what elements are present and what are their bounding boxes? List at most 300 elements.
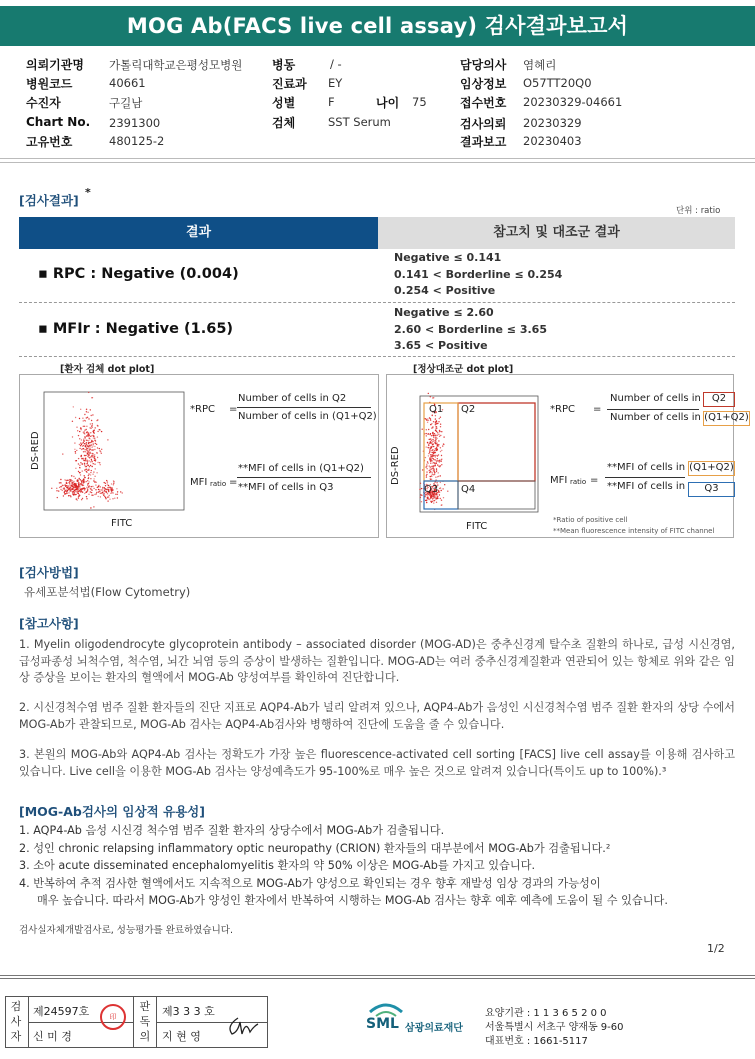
- scatter-dot: [88, 447, 89, 448]
- scatter-dot: [72, 436, 73, 437]
- scatter-dot: [90, 474, 91, 475]
- scatter-dot: [83, 433, 84, 434]
- scatter-dot: [113, 483, 114, 484]
- ref-line: Negative ≤ 0.141: [394, 251, 502, 264]
- confirm-label: 판독의: [139, 1000, 151, 1043]
- scatter-dot: [84, 426, 85, 427]
- scatter-dot: [93, 488, 94, 489]
- scatter-dot: [78, 497, 79, 498]
- scatter-dot: [422, 469, 423, 470]
- scatter-dot: [67, 485, 68, 486]
- scatter-dot: [436, 447, 437, 448]
- scatter-dot: [426, 475, 427, 476]
- scatter-dot: [93, 480, 94, 481]
- scatter-dot: [80, 484, 81, 485]
- mfir-result: ▪ MFIr : Negative (1.65): [38, 321, 234, 337]
- info-label: 병원코드: [26, 77, 73, 91]
- scatter-dot: [112, 490, 113, 491]
- scatter-dot: [70, 481, 71, 482]
- rpc-label: *RPC: [550, 404, 575, 415]
- ref-line: 0.254 < Positive: [394, 284, 496, 297]
- scatter-dot: [67, 490, 68, 491]
- scatter-dot: [86, 426, 87, 427]
- scatter-dot: [107, 487, 108, 488]
- scatter-dot: [427, 434, 428, 435]
- scatter-dot: [74, 483, 75, 484]
- scatter-dot: [440, 498, 441, 499]
- scatter-dot: [425, 418, 426, 419]
- scatter-dot: [70, 479, 71, 480]
- scatter-dot: [87, 412, 88, 413]
- scatter-dot: [97, 436, 98, 437]
- scatter-dot: [88, 473, 89, 474]
- scatter-dot: [441, 450, 442, 451]
- mfi-label: MFI: [190, 477, 208, 488]
- scatter-dot: [93, 463, 94, 464]
- scatter-dot: [74, 442, 75, 443]
- result-section-title: [검사결과]: [19, 193, 79, 208]
- scatter-dot: [431, 440, 432, 441]
- scatter-dot: [107, 493, 108, 494]
- scatter-dot: [94, 449, 95, 450]
- mfi-subscript: ratio: [570, 478, 587, 486]
- scatter-dot: [431, 454, 432, 455]
- scatter-dot: [429, 459, 430, 460]
- q2-box: Q2: [703, 392, 735, 407]
- divider: [0, 162, 755, 163]
- scatter-dot: [95, 484, 96, 485]
- scatter-dot: [96, 420, 97, 421]
- scatter-dot: [436, 460, 437, 461]
- scatter-dot: [70, 486, 71, 487]
- scatter-dot: [92, 466, 93, 467]
- scatter-dot: [435, 442, 436, 443]
- info-label: 검사의뢰: [460, 117, 507, 131]
- scatter-dot: [78, 463, 79, 464]
- scatter-dot: [79, 431, 80, 432]
- scatter-dot: [426, 502, 427, 503]
- logo-text: SML: [366, 1016, 399, 1032]
- method-title: [검사방법]: [19, 565, 79, 580]
- scatter-dot: [426, 433, 427, 434]
- scatter-dot: [427, 418, 428, 419]
- control-plot-title: [정상대조군 dot plot]: [413, 364, 514, 375]
- scatter-dot: [96, 444, 97, 445]
- scatter-dot: [111, 483, 112, 484]
- scatter-dot: [94, 438, 95, 439]
- rpc-denominator: Number of cells in (Q1+Q2): [238, 411, 377, 422]
- scatter-dot: [433, 397, 434, 398]
- scatter-dot: [439, 436, 440, 437]
- info-value: 20230403: [523, 134, 582, 148]
- scatter-dot: [430, 454, 431, 455]
- scatter-dot: [122, 492, 123, 493]
- scatter-dot: [102, 487, 103, 488]
- scatter-dot: [84, 475, 85, 476]
- scatter-dot: [432, 427, 433, 428]
- scatter-dot: [85, 458, 86, 459]
- scatter-dot: [111, 487, 112, 488]
- scatter-dot: [431, 452, 432, 453]
- info-value: 염혜리: [523, 58, 557, 72]
- scatter-dot: [80, 445, 81, 446]
- scatter-dot: [432, 441, 433, 442]
- scatter-dot: [429, 465, 430, 466]
- scatter-dot: [100, 496, 101, 497]
- scatter-dot: [440, 461, 441, 462]
- company-name: 삼광의료재단: [405, 1023, 463, 1034]
- row-divider: [19, 302, 735, 303]
- note-paragraph: 3. 본원의 MOG-Ab와 AQP4-Ab 검사는 정확도가 가장 높은 fluorescence-activated cell sorting [FACS] live cell assay를 이용해 검사하고 있습니다. Live cell을 이용한 MOG-Ab 검사는 양성예측도가 95-100%로 매우 높은 것으로 알려져 있습니다(특이도 up to 100%).³: [19, 748, 735, 778]
- scatter-dot: [434, 496, 435, 497]
- scatter-dot: [92, 423, 93, 424]
- scatter-dot: [433, 469, 434, 470]
- scatter-dot: [75, 417, 76, 418]
- scatter-dot: [441, 464, 442, 465]
- scatter-dot: [438, 472, 439, 473]
- scatter-dot: [109, 499, 110, 500]
- scatter-dot: [96, 482, 97, 483]
- scatter-dot: [104, 496, 105, 497]
- scatter-dot: [75, 453, 76, 454]
- scatter-dot: [428, 420, 429, 421]
- scatter-dot: [429, 434, 430, 435]
- scatter-dot: [83, 426, 84, 427]
- scatter-dot: [62, 490, 63, 491]
- scatter-dot: [433, 446, 434, 447]
- scatter-dot: [77, 486, 78, 487]
- scatter-dot: [421, 495, 422, 496]
- age-value: 75: [412, 95, 427, 109]
- scatter-dot: [87, 431, 88, 432]
- scatter-dot: [438, 440, 439, 441]
- scatter-dot: [87, 483, 88, 484]
- scatter-dot: [73, 476, 74, 477]
- quadrant-q4: Q4: [461, 484, 476, 495]
- scatter-dot: [435, 422, 436, 423]
- scatter-dot: [98, 486, 99, 487]
- scatter-dot: [443, 436, 444, 437]
- scatter-dot: [86, 417, 87, 418]
- scatter-dot: [88, 446, 89, 447]
- scatter-dot: [97, 462, 98, 463]
- scatter-dot: [71, 475, 72, 476]
- scatter-dot: [51, 488, 52, 489]
- scatter-dot: [75, 451, 76, 452]
- scatter-dot: [88, 435, 89, 436]
- scatter-dot: [433, 452, 434, 453]
- scatter-dot: [105, 483, 106, 484]
- scatter-dot: [80, 491, 81, 492]
- scatter-dot: [433, 459, 434, 460]
- scatter-dot: [83, 442, 84, 443]
- scatter-dot: [426, 474, 427, 475]
- scatter-dot: [108, 485, 109, 486]
- scatter-dot: [106, 480, 107, 481]
- scatter-dot: [84, 487, 85, 488]
- scatter-dot: [91, 425, 92, 426]
- scatter-dot: [96, 452, 97, 453]
- scatter-dot: [64, 479, 65, 480]
- scatter-dot: [92, 455, 93, 456]
- clinical-item: 2. 성인 chronic relapsing inflammatory optic neuropathy (CRION) 환자들의 대부분에서 MOG-Ab가 검출됩니다.²: [19, 842, 611, 855]
- scatter-dot: [89, 485, 90, 486]
- scatter-dot: [67, 480, 68, 481]
- scatter-dot: [440, 465, 441, 466]
- scatter-dot: [103, 494, 104, 495]
- scatter-dot: [70, 489, 71, 490]
- scatter-dot: [88, 470, 89, 471]
- scatter-dot: [433, 421, 434, 422]
- scatter-dot: [107, 481, 108, 482]
- scatter-dot: [426, 468, 427, 469]
- scatter-dot: [66, 482, 67, 483]
- scatter-dot: [107, 497, 108, 498]
- scatter-dot: [82, 470, 83, 471]
- scatter-dot: [81, 482, 82, 483]
- scatter-dot: [419, 489, 420, 490]
- scatter-dot: [85, 451, 86, 452]
- scatter-dot: [428, 498, 429, 499]
- scatter-dot: [73, 491, 74, 492]
- scatter-dot: [92, 456, 93, 457]
- scatter-dot: [438, 491, 439, 492]
- scatter-dot: [73, 481, 74, 482]
- scatter-dot: [91, 486, 92, 487]
- scatter-dot: [68, 495, 69, 496]
- scatter-dot: [91, 449, 92, 450]
- scatter-dot: [93, 506, 94, 507]
- info-value: 2391300: [109, 116, 161, 130]
- scatter-dot: [79, 444, 80, 445]
- scatter-dot: [83, 451, 84, 452]
- scatter-dot: [95, 443, 96, 444]
- unit-label: 단위 : ratio: [676, 206, 721, 216]
- scatter-dot: [72, 488, 73, 489]
- scatter-dot: [92, 445, 93, 446]
- scatter-dot: [93, 431, 94, 432]
- scatter-dot: [430, 419, 431, 420]
- scatter-dot: [105, 488, 106, 489]
- scatter-dot: [64, 488, 65, 489]
- scatter-dot: [101, 489, 102, 490]
- scatter-dot: [425, 457, 426, 458]
- scatter-dot: [428, 455, 429, 456]
- info-value: 40661: [109, 76, 146, 90]
- scatter-dot: [437, 449, 438, 450]
- scatter-dot: [82, 492, 83, 493]
- scatter-dot: [91, 420, 92, 421]
- scatter-dot: [99, 448, 100, 449]
- scatter-dot: [440, 435, 441, 436]
- scatter-dot: [95, 460, 96, 461]
- scatter-dot: [91, 455, 92, 456]
- scatter-dot: [86, 409, 87, 410]
- mfi-subscript: ratio: [210, 480, 227, 488]
- scatter-dot: [90, 432, 91, 433]
- scatter-dot: [87, 484, 88, 485]
- scatter-dot: [426, 435, 427, 436]
- scatter-dot: [437, 455, 438, 456]
- scatter-dot: [77, 480, 78, 481]
- info-value: 20230329: [523, 116, 582, 130]
- scatter-dot: [432, 415, 433, 416]
- result-column-header: 결과: [19, 217, 378, 249]
- confirm-name: 지 현 영: [162, 1030, 201, 1043]
- scatter-dot: [89, 466, 90, 467]
- scatter-dot: [87, 460, 88, 461]
- mfi-numerator: **MFI of cells in: [607, 462, 686, 473]
- scatter-dot: [110, 493, 111, 494]
- mfi-numerator: **MFI of cells in (Q1+Q2): [238, 463, 364, 474]
- scatter-dot: [62, 453, 63, 454]
- scatter-dot: [86, 498, 87, 499]
- scatter-dot: [97, 457, 98, 458]
- scatter-dot: [76, 450, 77, 451]
- clinical-item: 1. AQP4-Ab 음성 시신경 척수염 범주 질환 환자의 상당수에서 MOG-Ab가 검출됩니다.: [19, 824, 445, 837]
- scatter-dot: [87, 450, 88, 451]
- scatter-dot: [436, 437, 437, 438]
- scatter-dot: [83, 479, 84, 480]
- scatter-dot: [83, 481, 84, 482]
- scatter-dot: [94, 464, 95, 465]
- scatter-dot: [436, 426, 437, 427]
- scatter-dot: [432, 446, 433, 447]
- scatter-dot: [430, 448, 431, 449]
- scatter-dot: [72, 492, 73, 493]
- info-value: 구길남: [109, 96, 143, 110]
- scatter-dot: [99, 462, 100, 463]
- scatter-dot: [59, 487, 60, 488]
- equals-sign: =: [590, 475, 599, 486]
- fraction-line: [237, 407, 371, 408]
- scatter-dot: [89, 445, 90, 446]
- scatter-dot: [84, 463, 85, 464]
- seal-stamp: 印: [100, 1004, 126, 1030]
- scatter-dot: [63, 495, 64, 496]
- equals-sign: =: [229, 477, 238, 488]
- scatter-dot: [94, 433, 95, 434]
- scatter-dot: [60, 479, 61, 480]
- scatter-dot: [84, 465, 85, 466]
- scatter-dot: [95, 427, 96, 428]
- scatter-dot: [429, 476, 430, 477]
- scatter-dot: [428, 470, 429, 471]
- info-value: EY: [328, 76, 343, 90]
- scatter-dot: [428, 393, 429, 394]
- clinical-item: 매우 높습니다. 따라서 MOG-Ab가 양성인 환자에서 반복하여 시행하는 MOG-Ab 검사는 향후 예후 예측에 도움이 될 수 있습니다.: [37, 894, 668, 907]
- scatter-dot: [64, 492, 65, 493]
- scatter-dot: [431, 472, 432, 473]
- scatter-dot: [441, 431, 442, 432]
- scatter-dot: [435, 448, 436, 449]
- scatter-dot: [438, 421, 439, 422]
- scatter-dot: [90, 478, 91, 479]
- scatter-dot: [92, 414, 93, 415]
- footnote: *Ratio of positive cell: [553, 516, 628, 524]
- scatter-dot: [113, 480, 114, 481]
- scatter-dot: [99, 491, 100, 492]
- scatter-dot: [61, 486, 62, 487]
- scatter-dot: [81, 499, 82, 500]
- scatter-dot: [86, 481, 87, 482]
- scatter-dot: [80, 462, 81, 463]
- scatter-dot: [70, 496, 71, 497]
- scatter-dot: [73, 489, 74, 490]
- scatter-dot: [431, 496, 432, 497]
- scatter-dot: [88, 478, 89, 479]
- scatter-dot: [432, 460, 433, 461]
- scatter-dot: [88, 494, 89, 495]
- fraction-line: [237, 477, 371, 478]
- scatter-dot: [111, 491, 112, 492]
- scatter-dot: [90, 491, 91, 492]
- scatter-dot: [107, 439, 108, 440]
- info-label: 담당의사: [460, 58, 507, 72]
- scatter-dot: [85, 460, 86, 461]
- scatter-dot: [94, 454, 95, 455]
- scatter-dot: [79, 465, 80, 466]
- scatter-dot: [117, 494, 118, 495]
- scatter-dot: [109, 495, 110, 496]
- scatter-dot: [73, 487, 74, 488]
- scatter-dot: [430, 497, 431, 498]
- scatter-dot: [447, 491, 448, 492]
- scatter-dot: [81, 439, 82, 440]
- scatter-dot: [86, 469, 87, 470]
- scatter-dot: [81, 463, 82, 464]
- scatter-dot: [66, 487, 67, 488]
- scatter-dot: [82, 418, 83, 419]
- scatter-dot: [84, 449, 85, 450]
- scatter-dot: [437, 432, 438, 433]
- scatter-dot: [74, 449, 75, 450]
- scatter-dot: [84, 490, 85, 491]
- scatter-dot: [94, 481, 95, 482]
- scatter-dot: [78, 490, 79, 491]
- scatter-dot: [117, 491, 118, 492]
- clinical-title: [MOG-Ab검사의 임상적 유용성]: [19, 804, 205, 819]
- scatter-dot: [433, 467, 434, 468]
- scatter-dot: [442, 488, 443, 489]
- scatter-dot: [437, 446, 438, 447]
- scatter-dot: [431, 423, 432, 424]
- scatter-dot: [56, 488, 57, 489]
- info-label: Chart No.: [26, 115, 91, 129]
- mfi-label: MFI: [550, 475, 568, 486]
- scatter-dot: [87, 463, 88, 464]
- scatter-dot: [431, 435, 432, 436]
- scatter-dot: [97, 447, 98, 448]
- scatter-dot: [435, 497, 436, 498]
- info-value: SST Serum: [328, 115, 391, 129]
- reference-column-header: 참고치 및 대조군 결과: [378, 217, 735, 249]
- scatter-dot: [91, 490, 92, 491]
- scatter-dot: [424, 496, 425, 497]
- info-label: 검체: [272, 116, 296, 130]
- scatter-dot: [102, 488, 103, 489]
- scatter-dot: [430, 471, 431, 472]
- scatter-dot: [90, 436, 91, 437]
- scatter-dot: [422, 429, 423, 430]
- scatter-dot: [431, 466, 432, 467]
- scatter-dot: [89, 452, 90, 453]
- scatter-dot: [75, 486, 76, 487]
- scatter-dot: [93, 443, 94, 444]
- scatter-dot: [65, 484, 66, 485]
- scatter-dot: [438, 476, 439, 477]
- scatter-dot: [60, 482, 61, 483]
